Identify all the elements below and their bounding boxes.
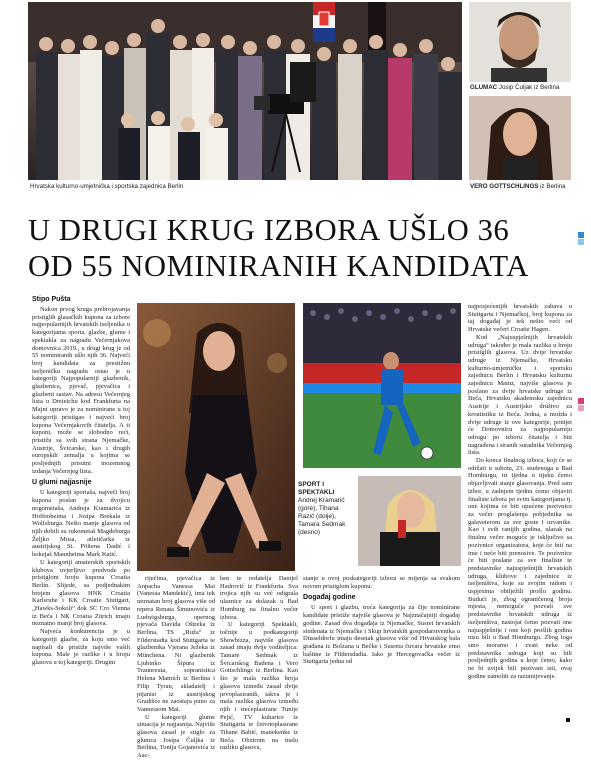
paragraph: U kategoriji sportaša, najveći broj kupona poslan je za dvojicu nogometaša, Andreja Kramarića iz Hoffenheima i Josipa Brekala iz Wolfsburga. Nešto manje glasova od njih dobili su rukometaš Magdeburga Željko Musa, atletičarka iz austrijskog St. Pöltena Dadić i hokejaš Mannheima Mark Katić. <box>32 489 130 559</box>
author: Stipo Pušta <box>32 296 71 303</box>
end-mark <box>566 718 570 722</box>
singer-photo <box>137 303 295 571</box>
actor-caption-text: Josip Čuljak iz Berlina <box>498 84 560 91</box>
football-photo <box>303 303 461 468</box>
article-column-4 <box>303 575 460 720</box>
paragraph: U kategoriji glume situacija je najjasnija. Najviše glasova zasad je stiglo za glumca Josipa Čuljka iz Berlina, Tonija Gojanovića iz Aac- <box>137 713 215 760</box>
marker-square-pink-2 <box>578 405 584 411</box>
marker-square-pink <box>578 398 584 404</box>
subheading: Događaj godine <box>303 594 356 602</box>
paragraph: riječima, pjevačica iz Anpacha Vanessa Mai (Vanessa Mandekić), ima tek neznatan broj glasova više od repera Renata Šimunovića iz Ludwigsburga, opernog pjevača Davida Oštreka iz Berlina, TS „Ruža“ iz Filderstadta kod Stuttgarta te glazbenika Vjerana Ježeka iz Münchena. Ni glazbenik Ljubinko Šipura iz Traunreuta, sopranistica Helena Mamich iz Berlina i Filip Tyran, skladatelj i pijanist iz austrijskog Gradišće ne zaostaju puno za Vannessom Mai. <box>137 575 215 713</box>
group-photo-caption: Hrvatska kulturno-umjetnička i sportska zajednica Berlin <box>30 183 184 190</box>
paragraph: U sport i glazbu, treća kategorija za čije nominirane kandidate pristiže najviše glasova je Najznačajniji događaj godine. Zasad dva događaja iz Njemačke, Susret hrvatskih studenata iz Njemačke i Skup hrvatskih gospodarstvenika u Düsseldorfu imaju desetak glasova više od Hrvatskog bala građana iz Bolzana u Bečke i Susreta čuvara hrvatske etno baštine iz Fildersdadta. Iako je Hercegovačka večer iz Stuttgarta jedna od <box>303 604 460 666</box>
article-column-3 <box>220 575 298 752</box>
subheading: U glumi najjasnije <box>32 479 92 487</box>
presenter-caption-name: VERO GOTTSCHLINGS <box>470 183 539 190</box>
presenter-photo <box>358 476 461 566</box>
article-column-1 <box>32 306 130 716</box>
group-photo <box>28 2 462 180</box>
sport-caption <box>298 481 354 537</box>
actor-caption-name: GLUMAC <box>470 84 498 91</box>
paragraph: stanje u ovoj poskategoriji izbora se mijenja sa svakom novom pristiglom kuponu. <box>303 575 460 590</box>
article-column-2 <box>137 575 215 760</box>
paragraph: Najveća konkurencija je u kategoriji glazbe, za koju smo već napisali da pristiže najviše vaših kupona. Male je razlike i u broju glasova u toj kategoriji. Drugim <box>32 628 130 666</box>
sport-caption-text: Andrej Kramarić (gore), Tihana Razić (dolje), Tamara Sedmak (desno) <box>298 497 346 536</box>
actor-caption <box>470 84 559 92</box>
marker-square-light-blue <box>578 239 584 245</box>
presenter-caption-text: iz Berlina <box>540 183 566 190</box>
paragraph: najposjećenijih hrvatskih zabava u Stuttgartu i Njemačkoj, broj kupona za taj događaj je tek nešto veći od Hrvatske večeri Croatie Hagen. <box>468 303 572 334</box>
article-column-5 <box>468 303 572 720</box>
actor-portrait <box>469 2 571 82</box>
sport-caption-title: SPORT I SPEKTAKLI <box>298 481 335 496</box>
paragraph: U kategoriji amaterskih sportskih klubova uvjerljivo predvode po pristiglom broju kupona Croatia Berlin. Slijede, sa podjednakim brojem glasova HNK Croatia Karlsruhe i KK Croatie Stuttgart, „Hawks-Sokoli“ dok SC Cro Vienna iz Beča i NK Croatia Zürich imaju neznatno manji broj glasova. <box>32 558 130 628</box>
paragraph: Kod „Najuspješnijih hrvatskih udruga“ također je mala razlika u broju pristiglih glasova. Uz dvije hrvatske udruge iz Njemačke, Hrvatsku kulturno-umjetničku i sportsku zajednicu Berlin i Hrvatsku kulturnu zajednicu Mainz, najviše glasova je poslano za dvije hrvatske udruge iz Beča, Hrvatsku akademsku zajednicu Austrije i Austrijsko društvo za kroatistiku iz Beča. Jedna, a možda i dvije udruge iz ove kategorije, ponijet će Domovnicu za najpopularniju udrugu po izboru čitatelja i biti nagrađena i stranih suradnika Večernjeg lista. <box>468 333 572 457</box>
paragraph: hen te redatelja Danijel Hadrović iz Frankfurta. Sva trojica njih su već odigrala ulaznice za dolazak u Bad Homburg na finalnu večer izbora. <box>220 575 298 621</box>
paragraph: U kategoriji Spektakli, točnije u podkategoriji Showbizza, najviše glasova zasad imaju dvije voditeljica: Tamare Sedmak iz Švicarskog Badena i Vero Gottschlings iz Berlina. Kao što je mala razlika broja glasova između zasad dvije prvoplasiranih, takva je i mala razlika glasova između njih i trećeplasirane Tunije Pejić, TV kuharice iz Stuttgarta te četvrtoplasirane Tihane Babić, manekenke iz Beča. Obzirom na malu razliku glasova, <box>220 621 298 752</box>
presenter-caption <box>470 183 566 191</box>
presenter-portrait <box>469 96 571 180</box>
headline: U DRUGI KRUG IZBORA UŠLO 36 OD 55 NOMINIRANIH KANDIDATA <box>28 213 529 283</box>
paragraph: Do konca finalnog izbora, koji će se održati u subotu, 23. studenoga u Bad Homburgu, tri tjedna u tijeku čemo objavljivati stanje glasovanja. Pred sam izbor, u zadnjem tjednu ćemo objaviti finaliste izbora po svim kategorijama tj. one kojima će biti upućene pozivnice za večer proglašenja pobjednika sa galaveterom za sve goste i uzvanike. Kao i svih ranijih godina, ulazak na finalnu večer moguće je isključivo sa pozivnice organizatora, koje će biti na ime i neće biti prenosive. Te pozivnice će biti poslane za sve finaliste te predstavnike najuspješnijih hrvatskih udruga, klubove i zajednice iz iseljeništva, koje su svojim radom i uspjesima obilježili prošlu godinu. Budući je, zbog ograničenog broja mjesta, nemoguće pozvati sve predstavnike hrvatskih udruga iz iseljeništva, nastojat ćemo pozvati one najuspješnije i one koji prošlih godina nisu bili u Bad Homburgu. Zbog toga smo moramo i zvati neke od predstavnika udruga koji su bili posljednjih godina u koje ćemo, kako ne bi uvijek bili pozivani isti, ovaj godine zamoliti za razumijevanje. <box>468 457 572 680</box>
marker-square-blue <box>578 232 584 238</box>
paragraph: Nakon prvog kruga prebrojavanja pristiglih glasačkih kupona za izbore najpopularnijih hrvatskih iseljenika u kategorijama sporta, glazbe, glume i spektakla za nagradu Večernjakova domovnica 2019., u drugi krug je od 55 nominiranih ušlo njih 36. Najveći broj kandidata za prestižnu iseljeničku nagradu ostao je u kategoriji Najpopularniji glazbenik, glazbenica, pjevač, pjevačica i glazbeni sastav. Na adresu Večernjeg lista u Dreieichu kod Frankfurta na Majni upravo je za nominirane u toj kategoriji pristigao i najveći broj kupona Večernjakovih čitatelja. A ti kuponi, može se slobodno reći, pristižu sa svih strana Njemačke, Austrije, Švicarske, kao i drugih europskih zemalja u kojima se posljednjih prisutni inozemnog izdanja Večernjeg lista. <box>32 306 130 475</box>
